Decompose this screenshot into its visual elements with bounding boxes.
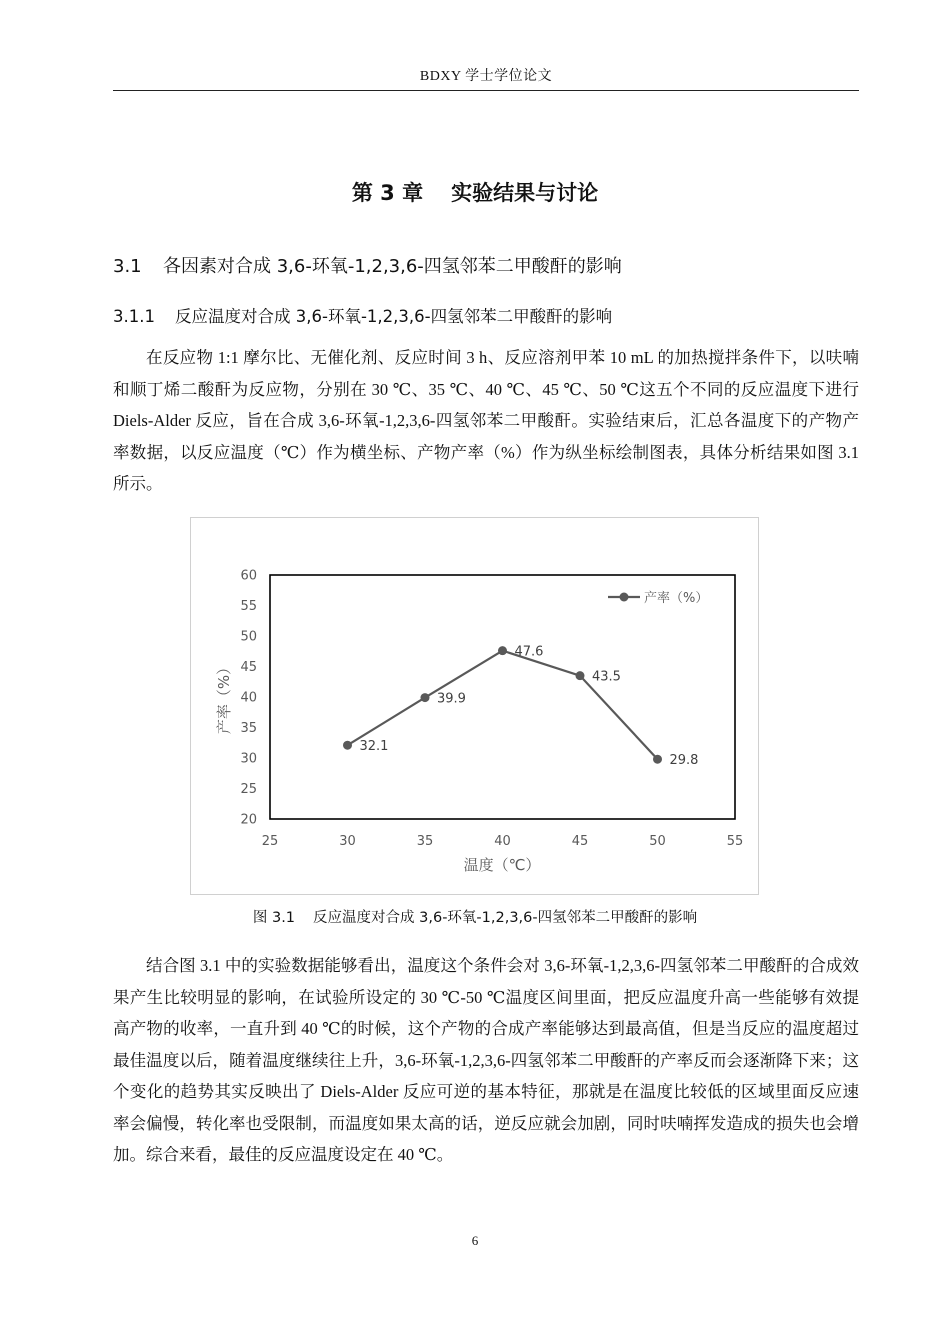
x-tick-label: 35	[416, 834, 434, 849]
chapter-title: 实验结果与讨论	[451, 181, 599, 205]
chapter-heading	[0, 177, 950, 207]
section-title: 各因素对合成 3,6-环氧-1,2,3,6-四氢邻苯二甲酸酐的影响	[163, 256, 622, 277]
data-label: 29.8	[669, 753, 699, 769]
subsection-heading	[113, 303, 612, 327]
y-tick-label: 20	[240, 812, 257, 828]
figure-caption	[0, 906, 950, 927]
data-label: 47.6	[514, 644, 544, 660]
x-axis-title: 温度（℃）	[463, 856, 541, 874]
y-tick-label: 55	[240, 599, 257, 614]
subsection-number: 3.1.1	[113, 307, 155, 326]
x-tick-label: 30	[339, 834, 356, 849]
data-label: 39.9	[437, 691, 466, 707]
data-point	[498, 646, 507, 655]
x-tick-label: 55	[726, 834, 744, 849]
section-heading	[113, 252, 622, 278]
header-title: BDXY 学士学位论文	[419, 69, 553, 84]
y-tick-label: 60	[240, 568, 257, 584]
y-tick-label: 35	[240, 721, 257, 736]
data-point	[343, 741, 352, 750]
body-paragraph-1: 在反应物 1:1 摩尔比、无催化剂、反应时间 3 h、反应溶剂甲苯 10 mL 的加热搅拌条件下，以呋喃和顺丁烯二酸酐为反应物，分别在 30 ℃、35 ℃、40 ℃、45 ℃、50 ℃这五个不同的反应温度下进行 Diels-Alder 反应，旨在合成 3,6-环氧-1,2,3,6-四氢邻苯二甲酸酐。实验结束后，汇总各温度下的产物产率数据，以反应温度（℃）作为横坐标、产物产率（%）作为纵坐标绘制图表，具体分析结果如图 3.1 所示。	[113, 348, 859, 493]
series-line-yield	[348, 651, 658, 760]
x-tick-label: 25	[261, 834, 279, 849]
data-label: 43.5	[592, 669, 621, 685]
data-label: 32.1	[359, 739, 389, 755]
x-tick-label: 50	[649, 834, 666, 849]
data-point	[576, 671, 585, 680]
figure-chart	[190, 517, 759, 895]
figure-number: 图 3.1	[252, 910, 296, 926]
figure-caption-text: 反应温度对合成 3,6-环氧-1,2,3,6-四氢邻苯二甲酸酐的影响	[313, 910, 698, 926]
y-axis-title: 产率（%）	[215, 659, 233, 735]
line-chart	[191, 518, 760, 896]
y-tick-label: 25	[240, 782, 257, 797]
y-tick-label: 40	[240, 690, 257, 706]
x-tick-label: 45	[571, 834, 589, 849]
legend-label: 产率（%）	[644, 591, 709, 606]
section-number: 3.1	[113, 256, 142, 277]
data-point	[653, 755, 662, 764]
y-tick-label: 45	[240, 660, 257, 675]
legend-dot-marker	[620, 593, 629, 602]
y-tick-label: 50	[240, 629, 257, 645]
chapter-number: 第 3 章	[351, 181, 424, 205]
running-header	[113, 66, 859, 91]
subsection-title: 反应温度对合成 3,6-环氧-1,2,3,6-四氢邻苯二甲酸酐的影响	[175, 307, 613, 326]
x-tick-label: 40	[494, 834, 511, 849]
body-paragraph-2: 结合图 3.1 中的实验数据能够看出，温度这个条件会对 3,6-环氧-1,2,3,6-四氢邻苯二甲酸酐的合成效果产生比较明显的影响，在试验所设定的 30 ℃-50 ℃温度区间里面，把反应温度升高一些能够有效提高产物的收率，一直升到 40 ℃的时候，这个产物的合成产率能够达到最高值，但是当反应的温度超过最佳温度以后，随着温度继续往上升，3,6-环氧-1,2,3,6-四氢邻苯二甲酸酐的产率反而会逐渐降下来；这个变化的趋势其实反映出了 Diels-Alder 反应可逆的基本特征，那就是在温度比较低的区域里面反应速率会偏慢，转化率也受限制，而温度如果太高的话，逆反应就会加剧，同时呋喃挥发造成的损失也会增加。综合来看，最佳的反应温度设定在 40 ℃。	[113, 956, 859, 1164]
data-point	[421, 693, 430, 702]
plot-area-frame	[270, 575, 735, 819]
legend	[608, 590, 708, 606]
y-tick-label: 30	[240, 751, 257, 767]
page-number: 6	[471, 1233, 479, 1248]
